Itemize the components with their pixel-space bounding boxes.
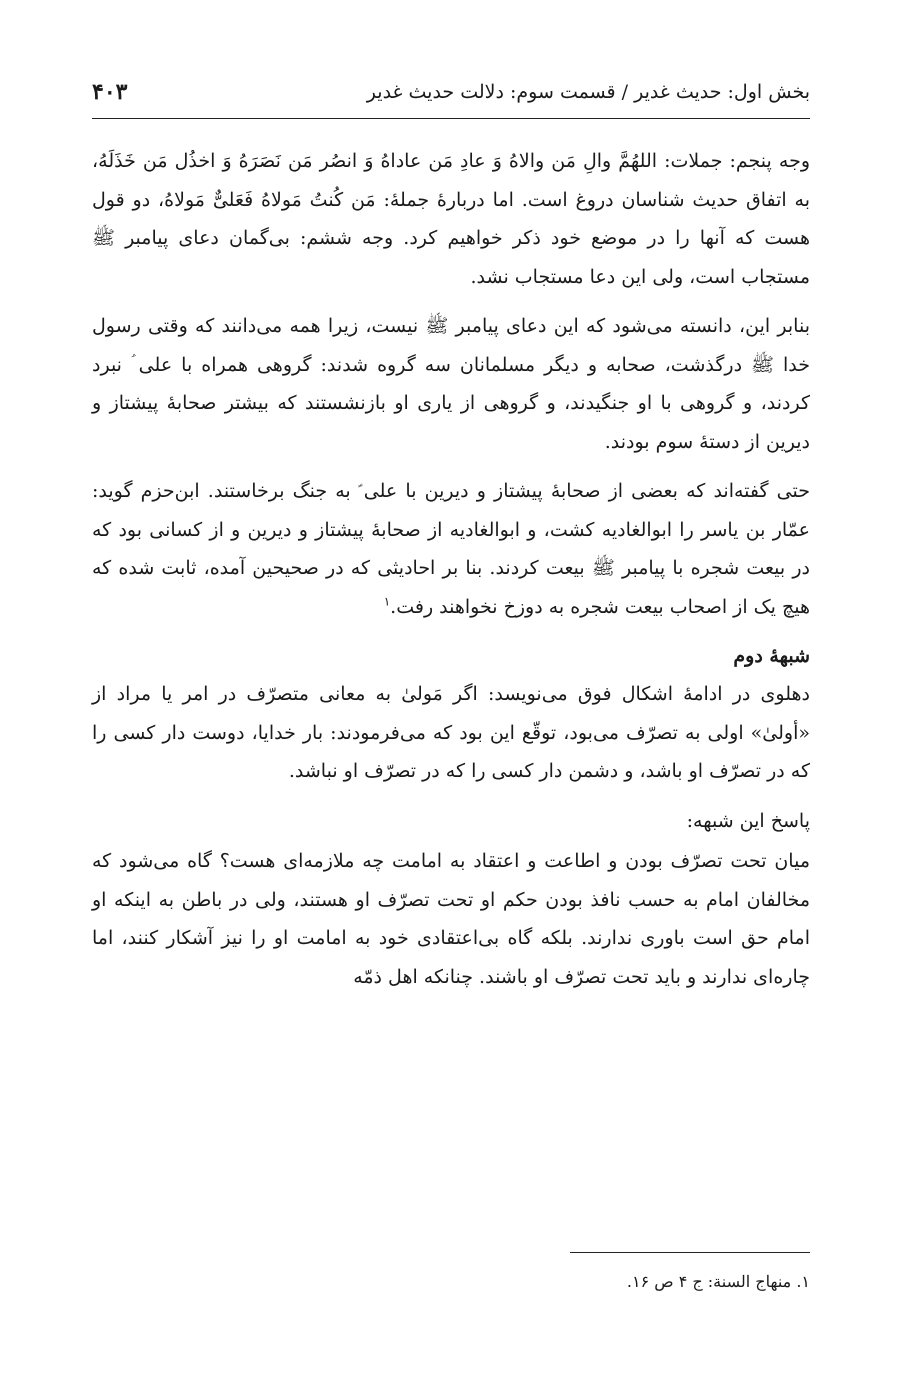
- paragraph-dehlavi: دهلوی در ادامهٔ اشکال فوق می‌نویسد: اگر مَولیٰ به معانی متصرّف در امر یا مراد از «أولیٰ» اولی به تصرّف می‌بود، توقّع این بود که می‌فرمودند: بار خدایا، دوست دار کسی را که در تصرّف او باشد، و دشمن دار کسی را که در تصرّف او نباشد.: [92, 683, 810, 782]
- footnote: ۱. منهاج السنة: ج ۴ ص ۱۶.: [626, 1272, 810, 1291]
- header-divider: [92, 118, 810, 119]
- header-title: بخش اول: حدیث غدیر / قسمت سوم: دلالت حدیث غدیر: [366, 81, 810, 103]
- answer-label: پاسخ این شبهه:: [686, 809, 810, 832]
- paragraph-ibn-hazm-text: حتی گفته‌اند که بعضی از صحابهٔ پیشتاز و دیرین با علی ؑ به جنگ برخاستند. ابن‌حزم گوید: عمّار بن یاسر را ابوالغادیه کشت، و ابوالغادیه از صحابهٔ پیشتاز و دیرین و از کسانی بود که در بیعت شجره با پیامبر ﷺ بیعت کردند. بنا بر احادیثی که در صحیحین آمده، ثابت شده که هیچ یک از اصحاب بیعت شجره به دوزخ نخواهند رفت.: [92, 480, 810, 618]
- running-header: [92, 72, 810, 112]
- paragraph-three-groups: بنابر این، دانسته می‌شود که این دعای پیامبر ﷺ نیست، زیرا همه می‌دانند که وقتی رسول خدا ﷺ درگذشت، صحابه و دیگر مسلمانان سه گروه شدند: گروهی همراه با علی ؑ نبرد کردند، و گروهی با او جنگیدند، و گروهی از یاری او بازنشستند که بیشتر صحابهٔ پیشتاز و دیرین از دستهٔ سوم بودند.: [92, 315, 810, 453]
- footnote-reference[interactable]: ۱: [383, 594, 391, 609]
- paragraph-ibn-hazm: [92, 472, 810, 626]
- section-heading: شبههٔ دوم: [733, 645, 810, 667]
- footnote-divider: [570, 1252, 810, 1253]
- book-page: [92, 60, 810, 1370]
- paragraph-fifth-aspect: وجه پنجم: جملات: اللهُمَّ والِ مَن والاهُ وَ عادِ مَن عاداهُ وَ انصُر مَن نَصَرَهُ وَ اخذُل مَن خَذَلَهُ، به اتفاق حدیث شناسان دروغ است. اما دربارهٔ جملهٔ: مَن کُنتُ مَولاهُ فَعَلیٌّ مَولاهُ، دو قول هست که آنها را در موضع خود ذکر خواهیم کرد. وجه ششم: بی‌گمان دعای پیامبر ﷺ مستجاب است، ولی این دعا مستجاب نشد.: [92, 150, 810, 288]
- page-number: ۴۰۳: [92, 79, 128, 105]
- paragraph-answer: میان تحت تصرّف بودن و اطاعت و اعتقاد به امامت چه ملازمه‌ای هست؟ گاه می‌شود که مخالفان امام به حسب نافذ بودن حکم او تحت تصرّف او هستند، ولی در باطن به اینکه او امام حق است باوری ندارند. بلکه گاه بی‌اعتقادی خود به امامت او را نیز آشکار کنند، اما چاره‌ای ندارند و باید تحت تصرّف او باشند. چنانکه اهل ذمّه: [92, 850, 810, 988]
- main-text: [92, 142, 810, 1007]
